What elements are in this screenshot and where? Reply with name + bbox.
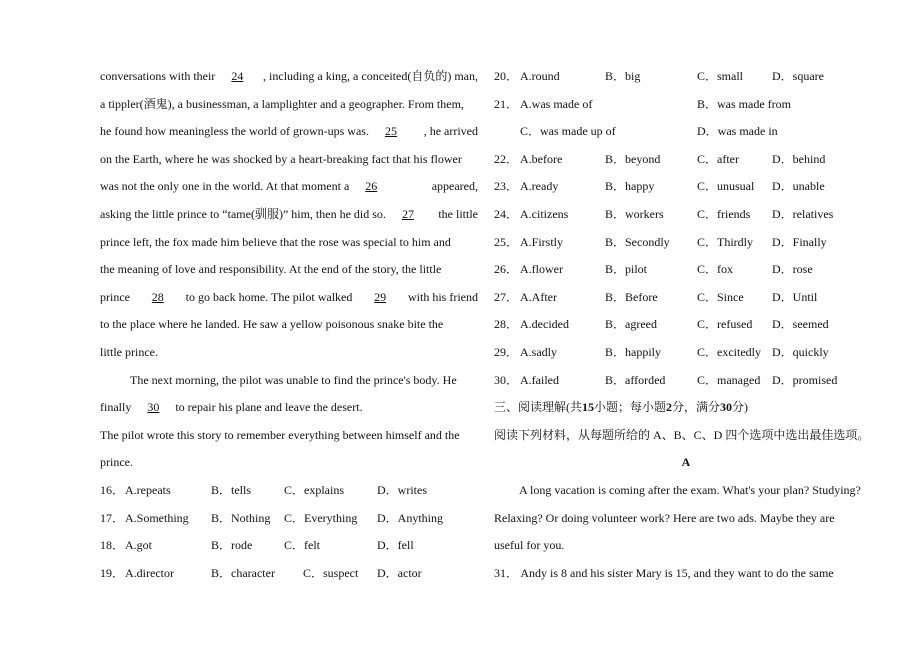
question-19: 19． A.director B．character C．suspect D．actor (100, 565, 422, 580)
option-d: D．quickly (772, 344, 829, 359)
passage-line-9: prince 28 to go back home. The pilot walked 29 with his friend (100, 284, 478, 312)
option-a: A.citizens (520, 206, 569, 221)
option-b: B．beyond (605, 151, 661, 166)
passage-line-7: prince left, the fox made him believe that the rose was special to him and (100, 234, 451, 249)
question-row (494, 229, 878, 257)
option-a: A.was made of (520, 96, 593, 111)
left-column (100, 63, 478, 587)
section-heading: 三、阅读理解(共 15 小题；每小题 2 分，满分 30 分) (494, 400, 749, 415)
option-b: B．workers (605, 206, 664, 221)
blank-26: 26 (365, 179, 378, 194)
blank-28: 28 (151, 289, 164, 304)
option-c: C．Thirdly (697, 234, 753, 249)
option-num: 21． (494, 96, 519, 111)
option-a: A.before (520, 151, 563, 166)
section-instruction: 阅读下列材料，从每题所给的 A、B、C、D 四个选项中选出最佳选项。 (494, 427, 870, 442)
option-a: A.ready (520, 179, 559, 194)
option-b: B．happily (605, 344, 661, 359)
passage-line-10: to the place where he landed. He saw a yellow poisonous snake bite the (100, 317, 444, 332)
option-a: A.failed (520, 372, 559, 387)
option-a: C．was made up of (520, 124, 616, 139)
option-a: A.decided (520, 317, 569, 332)
right-column (494, 63, 878, 587)
passage-line-8: the meaning of love and responsibility. At the end of the story, the little (100, 262, 442, 277)
option-d: D．rose (772, 262, 813, 277)
option-c: C．friends (697, 206, 751, 221)
option-c: C．Since (697, 289, 744, 304)
para2-line-2: finally 30 to repair his plane and leave the desert. (100, 394, 478, 422)
option-c: C．small (697, 69, 744, 83)
para3-line-2: prince. (100, 455, 133, 470)
question-18: 18． A.got B．rode C．felt D．fell (100, 538, 414, 553)
question-row (494, 311, 878, 339)
reading-line-3: useful for you. (494, 538, 565, 553)
option-num: 26． (494, 262, 519, 277)
option-num: 20． (494, 69, 519, 83)
blank-24: 24 (231, 69, 244, 83)
option-d: D．promised (772, 372, 838, 387)
option-d: D．behind (772, 151, 826, 166)
option-b: B．afforded (605, 372, 666, 387)
option-d: D．seemed (772, 317, 829, 332)
question-row (494, 367, 878, 395)
option-c: C．after (697, 151, 739, 166)
option-d: D．unable (772, 179, 825, 194)
question-row (494, 146, 878, 174)
option-num: 25． (494, 234, 519, 249)
option-num: 30． (494, 372, 519, 387)
option-d: D．square (772, 69, 824, 83)
option-d: D．Until (772, 289, 818, 304)
option-a: A.round (520, 69, 560, 83)
passage-line-3: he found how meaningless the world of grown-ups was. 25 , he arrived (100, 118, 478, 146)
option-b: B．Secondly (605, 234, 670, 249)
option-b: B．agreed (605, 317, 657, 332)
option-num: 24． (494, 206, 519, 221)
reading-line-2: Relaxing? Or doing volunteer work? Here are two ads. Maybe they are (494, 510, 835, 525)
option-num: 27． (494, 289, 519, 304)
option-c: C．managed (697, 372, 761, 387)
question-17: 17． A.Something B．Nothing C．Everything D．Anything (100, 510, 444, 525)
question-row (494, 91, 878, 119)
question-row (494, 284, 878, 312)
option-d: D．Finally (772, 234, 827, 249)
question-row (494, 201, 878, 229)
passage-line-6: asking the little prince to “tame(驯服)” him, then he did so. 27 the little (100, 201, 478, 229)
question-row (494, 63, 878, 91)
blank-30: 30 (147, 400, 160, 415)
option-a: A.flower (520, 262, 563, 277)
question-row (494, 339, 878, 367)
option-num: 22． (494, 151, 519, 166)
question-options-list (494, 63, 878, 394)
option-c: B．was made from (697, 96, 791, 111)
option-b: B．big (605, 69, 641, 83)
question-row (494, 256, 878, 284)
option-c: C．unusual (697, 179, 755, 194)
passage-line-5: was not the only one in the world. At that moment a 26 appeared, (100, 173, 478, 201)
option-b: B．Before (605, 289, 658, 304)
blank-27: 27 (401, 206, 414, 221)
para2-line-1: The next morning, the pilot was unable to find the prince's body. He (130, 372, 457, 387)
option-c: D．was made in (697, 124, 778, 139)
option-d: D．relatives (772, 206, 834, 221)
passage-line-4: on the Earth, where he was shocked by a heart-breaking fact that his flower (100, 151, 462, 166)
passage-label: A (681, 455, 691, 470)
option-a: A.sadly (520, 344, 557, 359)
blank-25: 25 (384, 124, 397, 139)
option-a: A.Firstly (520, 234, 564, 249)
question-16: 16． A.repeats B．tells C．explains D．writes (100, 482, 427, 497)
question-row (494, 118, 878, 146)
passage-line-2: a tippler(酒鬼), a businessman, a lamplighter and a geographer. From them, (100, 96, 464, 111)
option-c: C．excitedly (697, 344, 761, 359)
option-num: 23． (494, 179, 519, 194)
passage-line-11: little prince. (100, 344, 158, 359)
option-num: 29． (494, 344, 519, 359)
option-c: C．refused (697, 317, 753, 332)
option-num: 28． (494, 317, 519, 332)
reading-line-4: 31． Andy is 8 and his sister Mary is 15, and they want to do the same (494, 565, 834, 580)
para3-line-1: The pilot wrote this story to remember everything between himself and the (100, 427, 460, 442)
reading-line-1: A long vacation is coming after the exam. What's your plan? Studying? (519, 482, 861, 497)
option-c: C．fox (697, 262, 734, 277)
question-row (494, 173, 878, 201)
blank-29: 29 (374, 289, 387, 304)
option-b: B．happy (605, 179, 655, 194)
option-b: B．pilot (605, 262, 648, 277)
option-a: A.After (520, 289, 557, 304)
passage-line-1: conversations with their 24 , including a king, a conceited(自负的) man, (100, 63, 478, 91)
